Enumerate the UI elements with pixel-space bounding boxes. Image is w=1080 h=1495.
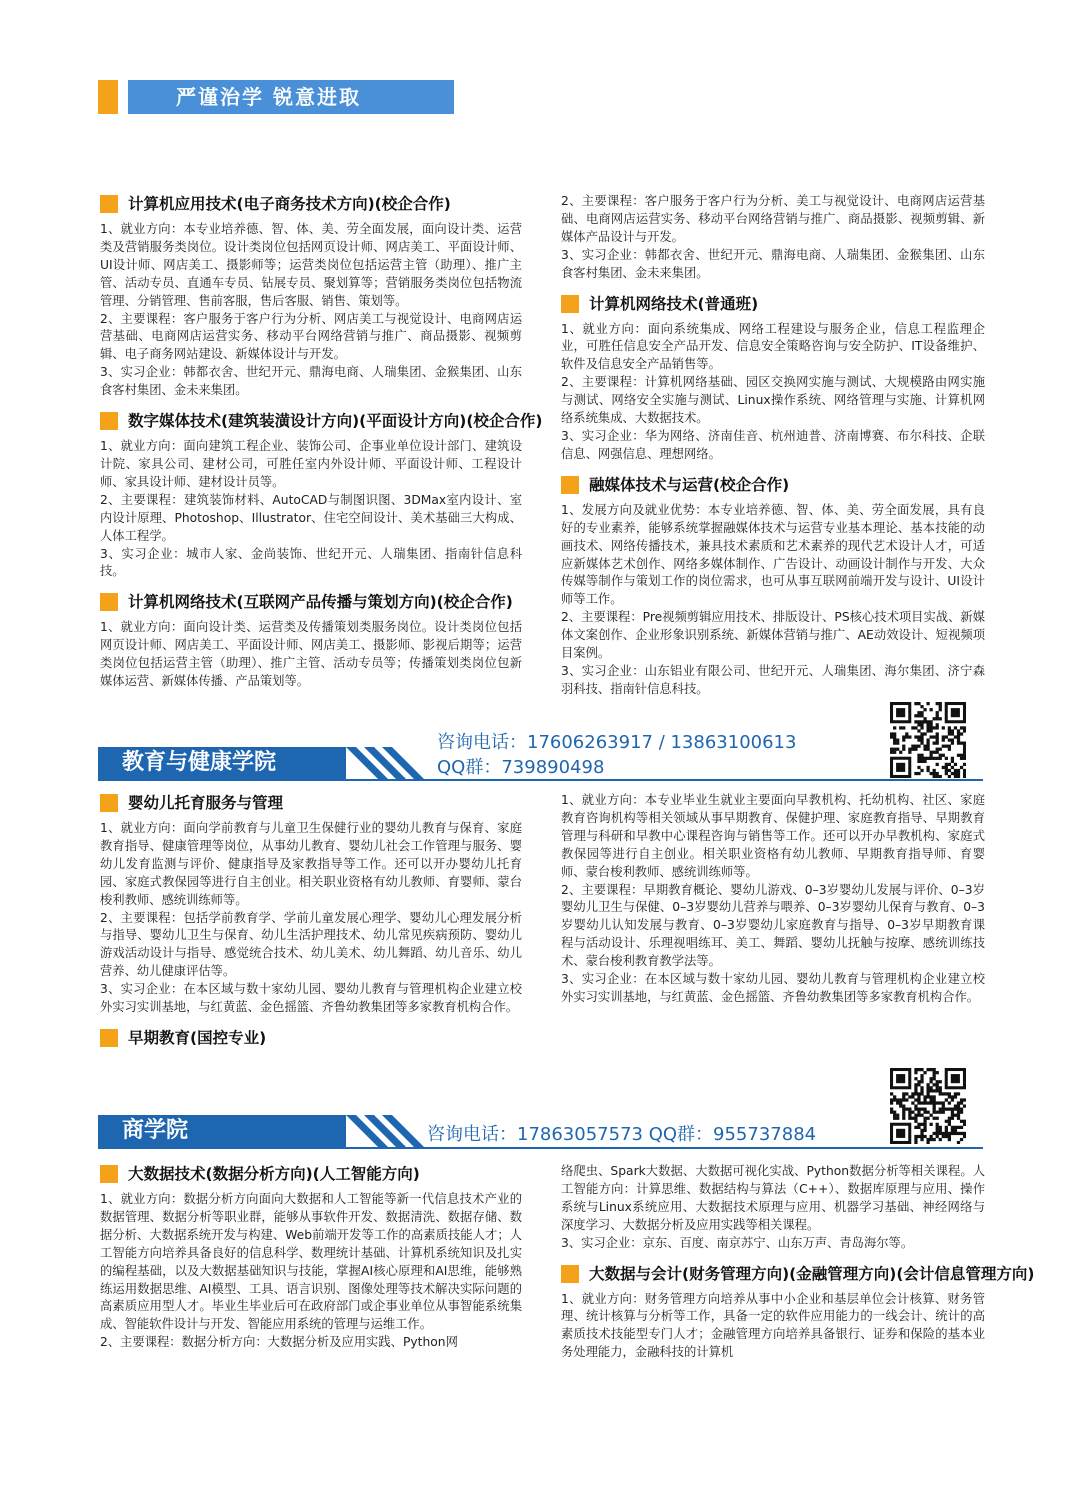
section-heading [561,474,985,496]
paragraph: 3、实习企业：在本区域与数十家幼儿园、婴幼儿教育与管理机构企业建立校外实习实训基地，与红黄蓝、金色摇篮、齐鲁幼教集团等多家教育机构合作。 [100,982,522,1015]
section-heading [561,1263,1035,1285]
paragraph: 2、主要课程：计算机网络基础、园区交换网实施与测试、大规模路由网实施与测试、网络安全实施与测试、Linux操作系统、网络管理与实施、计算机网络系统集成、大数据技术。 [561,375,985,426]
section-heading [561,293,985,315]
section-title: 大数据与会计(财务管理方向)(金融管理方向)(会计信息管理方向) [589,1264,1035,1283]
paragraph: 络爬虫、Spark大数据、大数据可视化实战、Python数据分析等相关课程。人工智能方向：计算思维、数据结构与算法（C++）、数据库原理与应用、操作系统与Linux系统应用、大数据技术原理与应用、机器学习基础、神经网络与深度学习、大数据分析及应用实践等相关课程。 [561,1164,985,1232]
section-title: 大数据技术(数据分析方向)(人工智能方向) [128,1165,420,1183]
paragraph: 2、主要课程：包括学前教育学、学前儿童发展心理学、婴幼儿心理发展分析与指导、婴幼儿卫生与保育、幼儿生活护理技术、幼儿常见疾病预防、婴幼儿游戏活动设计与指导、感觉统合技术、幼儿美术、幼儿舞蹈、幼儿音乐、幼儿营养、幼儿健康评估等。 [100,910,522,979]
paragraph: 1、就业方向：财务管理方向培养从事中小企业和基层单位会计核算、财务管理、统计核算与分析等工作，具备一定的软件应用能力的一线会计、统计的高素质技术技能型专门人才；金融管理方向培养具备银行、证券和保险的基本业务处理能力，金融科技的计算机 [561,1291,985,1360]
bullet-square-icon [100,1029,118,1047]
paragraph: 3、实习企业：山东铝业有限公司、世纪开元、人瑞集团、海尔集团、济宁森羽科技、指南针信息科技。 [561,663,985,696]
paragraph: 1、就业方向：本专业培养德、智、体、美、劳全面发展，面向设计类、运营类及营销服务类岗位。设计类岗位包括网页设计师、网店美工、平面设计师、UI设计师、网店美工、摄影师等；运营类岗位包括运营主管（助理）、推广主管、活动专员、直通车专员、钻展专员、聚划算等；营销服务类岗位包括物流管理、分销管理、售前客服，售后客服、销售、策划等。 [100,222,522,308]
section-title: 婴幼儿托育服务与管理 [128,794,284,812]
right-column-top [561,193,985,699]
paragraph: 2、主要课程：客户服务于客户行为分析、网店美工与视觉设计、电商网店运营基础、电商网店运营实务、移动平台网络营销与推广、商品摄影、视频剪辑、电子商务网站建设、新媒体设计与开发。 [100,311,522,362]
bullet-square-icon [100,1165,118,1183]
paragraph: 1、就业方向：数据分析方向面向大数据和人工智能等新一代信息技术产业的数据管理、数据分析等职业群，能够从事软件开发、数据清洗、数据存储、数据分析、大数据系统开发与构建、Web前端开发等工作的高素质技能人才；人工智能方向培养具备良好的信息科学、数理统计基础、计算机系统知识及扎实的编程基础，以及大数据基础知识与技能，掌握AI核心原理和AI思维，能够熟练运用数据思维、AI模型、工具、语言识别、图像处理等技术解决实际问题的高素质应用型人才。毕业生毕业后可在政府部门或企事业单位从事智能系统集成、智能软件设计与开发、智能应用系统的管理与运维工作。 [100,1192,522,1332]
paragraph: 2、主要课程：客户服务于客户行为分析、美工与视觉设计、电商网店运营基础、电商网店运营实务、移动平台网络营销与推广、商品摄影、视频剪辑、新媒体产品设计与开发。 [561,194,985,244]
section-title: 计算机应用技术(电子商务技术方向)(校企合作) [128,195,451,213]
biz-right-column [561,1163,1035,1362]
bullet-square-icon [561,476,579,494]
paragraph: 1、就业方向：面向系统集成、网络工程建设与服务企业，信息工程监理企业，可胜任信息安全产品开发、信息安全策略咨询与安全防护、IT设备维护、软件及信息安全产品销售等。 [561,321,985,372]
section-title: 融媒体技术与运营(校企合作) [589,475,790,494]
contact-qq: QQ群：739890498 [437,757,605,778]
section-heading [100,591,522,613]
section-heading [100,792,522,814]
paragraph: 2、主要课程：数据分析方向：大数据分析及应用实践、Python网 [100,1335,458,1350]
contact-phone: 咨询电话：17606263917 / 13863100613 [437,732,797,753]
contact-info: 咨询电话：17863057573 QQ群：955737884 [427,1124,817,1145]
section-title: 计算机网络技术(互联网产品传播与策划方向)(校企合作) [128,593,513,612]
bullet-square-icon [100,195,118,213]
edu-right-column [561,792,985,1007]
bullet-square-icon [100,593,118,611]
edu-left-column [100,792,522,1055]
paragraph: 2、主要课程：早期教育概论、婴幼儿游戏、0–3岁婴幼儿发展与评价、0–3岁婴幼儿卫生与保健、0–3岁婴幼儿营养与喂养、0–3岁婴幼儿保育与教育、0–3岁婴幼儿认知发展与教育、0–3岁婴幼儿家庭教育与指导、0–3岁早期教育课程与活动设计、乐理视唱练耳、美工、舞蹈、婴幼儿抚触与按摩、感统训练技术、蒙台梭利教育教学法等。 [561,882,985,969]
section-heading [100,1027,522,1049]
section-title: 计算机网络技术(普通班) [589,294,759,313]
section-title: 早期教育(国控专业) [128,1028,267,1047]
section-heading [100,1163,522,1185]
bullet-square-icon [100,794,118,812]
section-title: 数字媒体技术(建筑装潢设计方向)(平面设计方向)(校企合作) [128,412,543,431]
left-column-top [100,193,543,691]
paragraph: 3、实习企业：韩都衣舍、世纪开元、鼎海电商、人瑞集团、金猴集团、山东食客村集团、金未来集团。 [100,365,522,398]
bullet-square-icon [561,1265,579,1283]
paragraph: 3、实习企业：华为网络、济南佳音、杭州迪普、济南博赛、布尔科技、企联信息、网强信息、理想网络。 [561,428,985,461]
paragraph: 1、就业方向：面向设计类、运营类及传播策划类服务岗位。设计类岗位包括网页设计师、网店美工、平面设计师、网店美工、摄影师、影视后期等；运营类岗位包括运营主管（助理）、推广主管、活动专员等；传播策划类岗位包新媒体运营、新媒体传播、产品策划等。 [100,620,522,689]
paragraph: 1、发展方向及就业优势：本专业培养德、智、体、美、劳全面发展，具有良好的专业素养，能够系统掌握融媒体技术与运营专业基本理论、基本技能的动画技术、网络传播技术，兼具技术素质和艺术素养的现代艺术设计人才，可适应新媒体艺术创作、网络多媒体制作、广告设计、动画设计制作与开发、大众传媒等制作与策划工作的岗位需求，也可从事互联网前端开发与设计、UI设计师等工作。 [561,502,985,607]
motto-banner: 严谨治学 锐意进取 [128,80,454,114]
paragraph: 3、实习企业：在本区域与数十家幼儿园、婴幼儿教育与管理机构企业建立校外实习实训基地，与红黄蓝、金色摇篮、齐鲁幼教集团等多家教育机构合作。 [561,972,985,1004]
paragraph: 1、就业方向：面向建筑工程企业、装饰公司、企事业单位设计部门、建筑设计院、家具公司、建材公司，可胜任室内外设计师、平面设计师、工程设计师、家具设计师、建材设计员等。 [100,439,522,489]
banner-accent [98,80,118,114]
college-title: 商学院 [98,1115,346,1147]
paragraph: 1、就业方向：面向学前教育与儿童卫生保健行业的婴幼儿教育与保育、家庭教育指导、健康管理等岗位，从事幼儿教育、婴幼儿社会工作管理与服务、婴幼儿发育监测与评价、健康指导及家教指导等工作。还可以开办婴幼儿托育园、家庭式教保园等进行自主创业。相关职业资格有幼儿教师、育婴师、蒙台梭利教师、感统训练师等。 [100,821,522,907]
paragraph: 1、就业方向：本专业毕业生就业主要面向早教机构、托幼机构、社区、家庭教育咨询机构等相关领域从事早期教育、保健护理、家庭教育指导、早期教育管理与科研和早教中心课程咨询与销售等工作。还可以开办早教机构、家庭式教保园等进行自主创业。相关职业资格有幼儿教师、早期教育指导师、育婴师、蒙台梭利教师、感统训练师等。 [561,793,985,879]
section-heading [100,193,522,215]
paragraph: 3、实习企业：韩都衣舍、世纪开元、鼎海电商、人瑞集团、金猴集团、山东食客村集团、金未来集团。 [561,247,985,280]
bullet-square-icon [561,295,579,313]
paragraph: 2、主要课程：Pre视频剪辑应用技术、排版设计、PS核心技术项目实战、新媒体文案创作、企业形象识别系统、新媒体营销与推广、AE动效设计、短视频项目案例。 [561,610,985,661]
bullet-square-icon [100,412,118,430]
college-title: 教育与健康学院 [98,747,346,779]
band-underline [98,1147,983,1149]
section-heading [100,410,543,432]
paragraph: 3、实习企业：城市人家、金尚装饰、世纪开元、人瑞集团、指南针信息科技。 [100,546,522,579]
qr-code-icon [890,702,966,778]
biz-left-column [100,1163,522,1352]
paragraph: 2、主要课程：建筑装饰材料、AutoCAD与制图识图、3DMax室内设计、室内设计原理、Photoshop、Illustrator、住宅空间设计、美术基础三大构成、人体工程学。 [100,492,522,543]
paragraph: 3、实习企业：京东、百度、南京苏宁、山东万声、青岛海尔等。 [561,1235,914,1250]
